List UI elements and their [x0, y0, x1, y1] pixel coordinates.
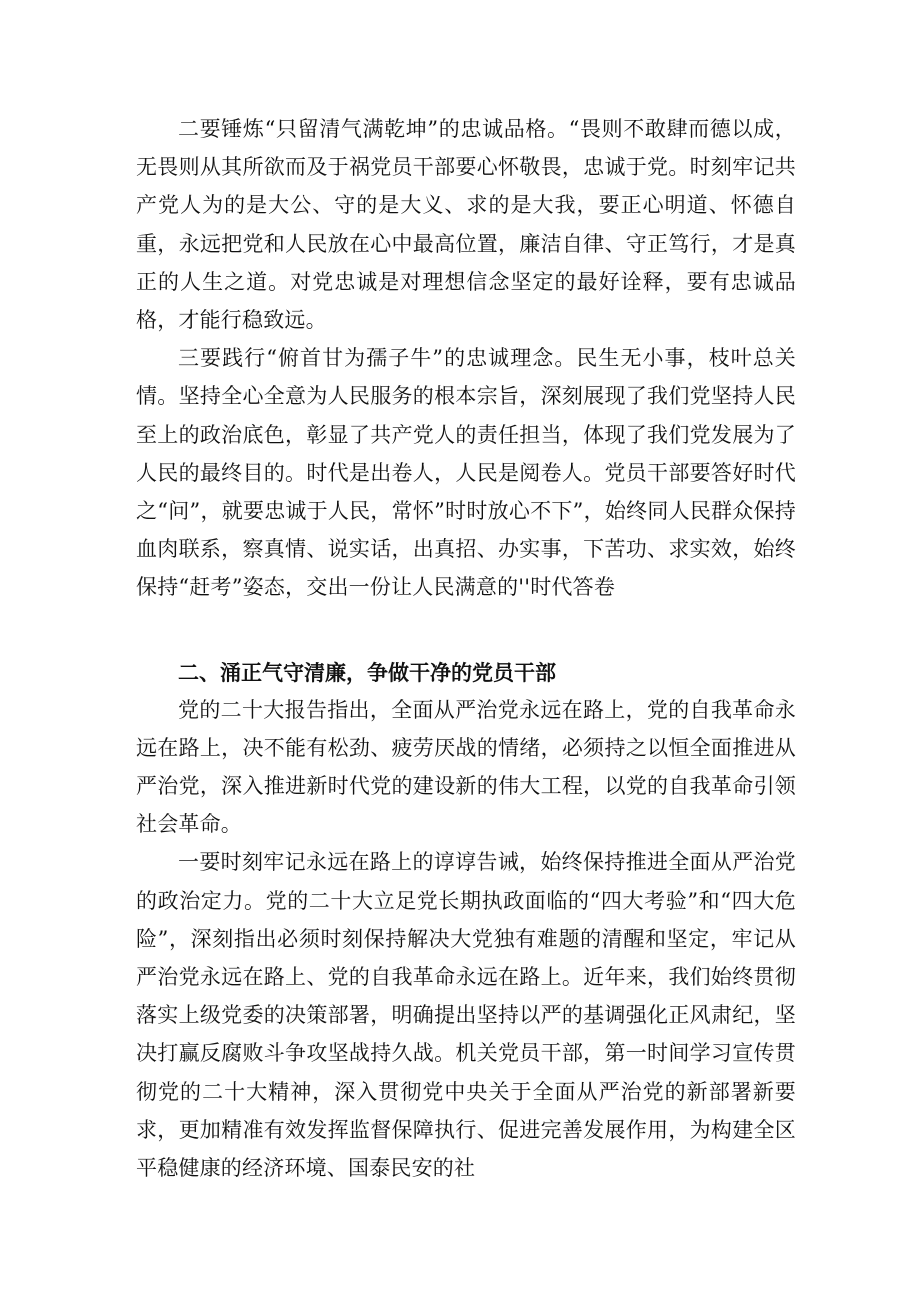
paragraph-political-resolve: 一要时刻牢记永远在路上的谆谆告诫，始终保持推进全面从严治党的政治定力。党的二十大立足党长期执政面临的“四大考验”和“四大危险”，深刻指出必须时刻保持解决大党独有难题的清醒和坚定，牢记从严治党永远在路上、党的自我革命永远在路上。近年来，我们始终贯彻落实上级党委的决策部署，明确提出坚持以严的基调强化正风肃纪，坚决打赢反腐败斗争攻坚战持久战。机关党员干部，第一时间学习宣传贯彻党的二十大精神，深入贯彻党中央关于全面从严治党的新部署新要求，更加精准有效发挥监督保障执行、促进完善发展作用，为构建全区平稳健康的经济环境、国泰民安的社	[136, 850, 796, 1181]
document-body	[136, 110, 796, 1187]
section-heading: 二、涌正气守清廉，争做干净的党员干部	[178, 660, 556, 685]
paragraph-loyalty-character: 二要锤炼“只留清气满乾坤”的忠诚品格。“畏则不敢肆而德以成，无畏则从其所欲而及于祸党员干部要心怀敬畏，忠诚于党。时刻牢记共产党人为的是大公、守的是大义、求的是大我，要正心明道、怀德自重，永远把党和人民放在心中最高位置，廉洁自律、守正笃行，才是真正的人生之道。对党忠诚是对理想信念坚定的最好诠释，要有忠诚品格，才能行稳致远。	[136, 117, 796, 333]
paragraph-loyalty-concept: 三要践行“俯首甘为孺子牛”的忠诚理念。民生无小事，枝叶总关情。坚持全心全意为人民服务的根本宗旨，深刻展现了我们党坚持人民至上的政治底色，彰显了共产党人的责任担当，体现了我们党发展为了人民的最终目的。时代是出卷人，人民是阅卷人。党员干部要答好时代之“问”，就要忠诚于人民，常怀”时时放心不下”，始终同人民群众保持血肉联系，察真情、说实话，出真招、办实事，下苦功、求实效，始终保持“赶考”姿态，交出一份让人民满意的''时代答卷	[136, 346, 796, 600]
paragraph-report-quote: 党的二十大报告指出，全面从严治党永远在路上，党的自我革命永远在路上，决不能有松劲、疲劳厌战的情绪，必须持之以恒全面推进从严治党，深入推进新时代党的建设新的伟大工程，以党的自我革命引领社会革命。	[136, 697, 796, 837]
